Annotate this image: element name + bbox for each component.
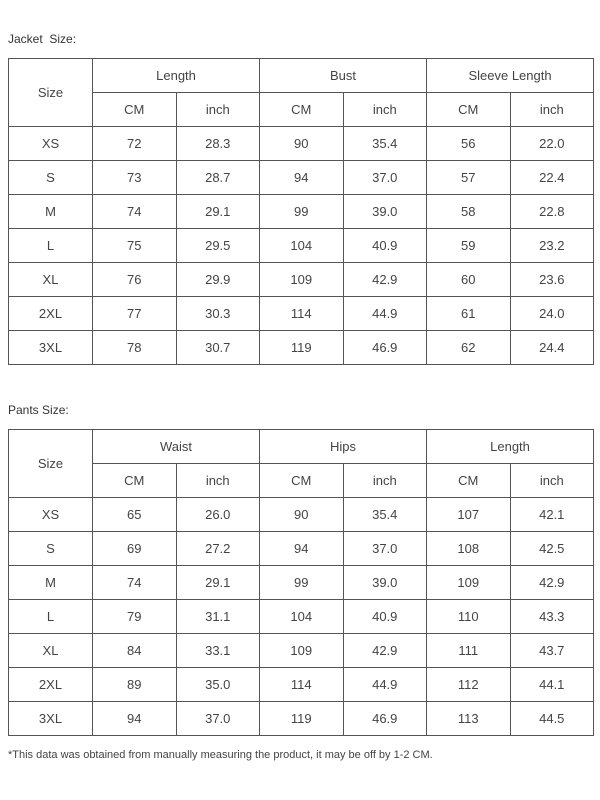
measurement-cell: 24.0 bbox=[510, 297, 594, 331]
measurement-cell: 99 bbox=[260, 195, 344, 229]
measurement-cell: 74 bbox=[93, 195, 177, 229]
measurement-cell: 35.0 bbox=[176, 668, 260, 702]
size-cell: L bbox=[9, 229, 93, 263]
size-cell: 2XL bbox=[9, 668, 93, 702]
measurement-cell: 76 bbox=[93, 263, 177, 297]
measurement-cell: 94 bbox=[93, 702, 177, 736]
measurement-cell: 42.9 bbox=[343, 634, 427, 668]
measurement-cell: 44.9 bbox=[343, 668, 427, 702]
size-cell: XL bbox=[9, 634, 93, 668]
measurement-cell: 27.2 bbox=[176, 532, 260, 566]
measurement-cell: 22.8 bbox=[510, 195, 594, 229]
unit-header: inch bbox=[343, 93, 427, 127]
measurement-cell: 57 bbox=[427, 161, 511, 195]
measurement-cell: 43.7 bbox=[510, 634, 594, 668]
table-row bbox=[9, 161, 594, 195]
measurement-cell: 24.4 bbox=[510, 331, 594, 365]
measurement-cell: 58 bbox=[427, 195, 511, 229]
measurement-cell: 59 bbox=[427, 229, 511, 263]
measurement-cell: 119 bbox=[260, 331, 344, 365]
measurement-cell: 29.1 bbox=[176, 195, 260, 229]
measurement-cell: 108 bbox=[427, 532, 511, 566]
unit-header: CM bbox=[260, 93, 344, 127]
measurement-cell: 42.9 bbox=[510, 566, 594, 600]
measurement-cell: 40.9 bbox=[343, 600, 427, 634]
measurement-cell: 42.9 bbox=[343, 263, 427, 297]
table-row bbox=[9, 566, 594, 600]
measurement-cell: 104 bbox=[260, 229, 344, 263]
measurement-cell: 99 bbox=[260, 566, 344, 600]
size-cell: 3XL bbox=[9, 331, 93, 365]
measurement-cell: 42.1 bbox=[510, 498, 594, 532]
unit-header: inch bbox=[343, 464, 427, 498]
measurement-cell: 77 bbox=[93, 297, 177, 331]
measurement-cell: 28.7 bbox=[176, 161, 260, 195]
measurement-cell: 29.1 bbox=[176, 566, 260, 600]
measurement-cell: 30.3 bbox=[176, 297, 260, 331]
table-row bbox=[9, 127, 594, 161]
group-header-length: Length bbox=[93, 59, 260, 93]
measurement-cell: 35.4 bbox=[343, 498, 427, 532]
measurement-cell: 90 bbox=[260, 498, 344, 532]
measurement-cell: 78 bbox=[93, 331, 177, 365]
measurement-cell: 33.1 bbox=[176, 634, 260, 668]
measurement-cell: 40.9 bbox=[343, 229, 427, 263]
measurement-cell: 111 bbox=[427, 634, 511, 668]
measurement-cell: 94 bbox=[260, 161, 344, 195]
measurement-cell: 29.9 bbox=[176, 263, 260, 297]
group-header-length: Length bbox=[427, 430, 594, 464]
unit-header: inch bbox=[176, 93, 260, 127]
size-cell: 2XL bbox=[9, 297, 93, 331]
pants-size-table bbox=[8, 429, 594, 736]
size-cell: M bbox=[9, 566, 93, 600]
measurement-cell: 35.4 bbox=[343, 127, 427, 161]
table-row bbox=[9, 195, 594, 229]
measurement-cell: 23.2 bbox=[510, 229, 594, 263]
measurement-cell: 72 bbox=[93, 127, 177, 161]
table-header-row bbox=[9, 430, 594, 464]
measurement-footnote: *This data was obtained from manually measuring the product, it may be off by 1-2 CM. bbox=[8, 749, 433, 761]
measurement-cell: 43.3 bbox=[510, 600, 594, 634]
unit-header: CM bbox=[427, 93, 511, 127]
measurement-cell: 74 bbox=[93, 566, 177, 600]
measurement-cell: 22.0 bbox=[510, 127, 594, 161]
unit-header-row bbox=[9, 93, 594, 127]
measurement-cell: 39.0 bbox=[343, 566, 427, 600]
measurement-cell: 22.4 bbox=[510, 161, 594, 195]
unit-header: CM bbox=[93, 93, 177, 127]
measurement-cell: 62 bbox=[427, 331, 511, 365]
measurement-cell: 44.1 bbox=[510, 668, 594, 702]
table-header-row bbox=[9, 59, 594, 93]
table-row bbox=[9, 634, 594, 668]
group-header-bust: Bust bbox=[260, 59, 427, 93]
size-cell: XS bbox=[9, 127, 93, 161]
table-row bbox=[9, 297, 594, 331]
table-row bbox=[9, 331, 594, 365]
size-column-header: Size bbox=[9, 430, 93, 498]
size-cell: XS bbox=[9, 498, 93, 532]
unit-header: inch bbox=[510, 93, 594, 127]
pants-size-title: Pants Size: bbox=[8, 403, 69, 417]
table-row bbox=[9, 600, 594, 634]
unit-header: CM bbox=[260, 464, 344, 498]
measurement-cell: 44.9 bbox=[343, 297, 427, 331]
unit-header: CM bbox=[93, 464, 177, 498]
measurement-cell: 42.5 bbox=[510, 532, 594, 566]
measurement-cell: 61 bbox=[427, 297, 511, 331]
size-cell: S bbox=[9, 161, 93, 195]
size-cell: L bbox=[9, 600, 93, 634]
table-row bbox=[9, 263, 594, 297]
measurement-cell: 107 bbox=[427, 498, 511, 532]
measurement-cell: 75 bbox=[93, 229, 177, 263]
measurement-cell: 84 bbox=[93, 634, 177, 668]
measurement-cell: 109 bbox=[427, 566, 511, 600]
measurement-cell: 23.6 bbox=[510, 263, 594, 297]
measurement-cell: 39.0 bbox=[343, 195, 427, 229]
unit-header: CM bbox=[427, 464, 511, 498]
table-row bbox=[9, 498, 594, 532]
measurement-cell: 90 bbox=[260, 127, 344, 161]
measurement-cell: 46.9 bbox=[343, 331, 427, 365]
measurement-cell: 69 bbox=[93, 532, 177, 566]
measurement-cell: 30.7 bbox=[176, 331, 260, 365]
table-row bbox=[9, 229, 594, 263]
measurement-cell: 114 bbox=[260, 297, 344, 331]
group-header-sleeve-length: Sleeve Length bbox=[427, 59, 594, 93]
size-cell: XL bbox=[9, 263, 93, 297]
table-row bbox=[9, 702, 594, 736]
measurement-cell: 113 bbox=[427, 702, 511, 736]
unit-header: inch bbox=[510, 464, 594, 498]
size-cell: 3XL bbox=[9, 702, 93, 736]
measurement-cell: 73 bbox=[93, 161, 177, 195]
measurement-cell: 28.3 bbox=[176, 127, 260, 161]
measurement-cell: 104 bbox=[260, 600, 344, 634]
size-cell: M bbox=[9, 195, 93, 229]
table-row bbox=[9, 668, 594, 702]
measurement-cell: 89 bbox=[93, 668, 177, 702]
measurement-cell: 37.0 bbox=[343, 532, 427, 566]
table-row bbox=[9, 532, 594, 566]
measurement-cell: 79 bbox=[93, 600, 177, 634]
measurement-cell: 65 bbox=[93, 498, 177, 532]
measurement-cell: 56 bbox=[427, 127, 511, 161]
measurement-cell: 37.0 bbox=[176, 702, 260, 736]
jacket-size-title: Jacket Size: bbox=[8, 32, 77, 46]
measurement-cell: 119 bbox=[260, 702, 344, 736]
measurement-cell: 37.0 bbox=[343, 161, 427, 195]
measurement-cell: 109 bbox=[260, 634, 344, 668]
measurement-cell: 29.5 bbox=[176, 229, 260, 263]
group-header-hips: Hips bbox=[260, 430, 427, 464]
size-cell: S bbox=[9, 532, 93, 566]
measurement-cell: 94 bbox=[260, 532, 344, 566]
unit-header-row bbox=[9, 464, 594, 498]
group-header-waist: Waist bbox=[93, 430, 260, 464]
measurement-cell: 31.1 bbox=[176, 600, 260, 634]
jacket-size-table bbox=[8, 58, 594, 365]
unit-header: inch bbox=[176, 464, 260, 498]
measurement-cell: 112 bbox=[427, 668, 511, 702]
measurement-cell: 26.0 bbox=[176, 498, 260, 532]
size-column-header: Size bbox=[9, 59, 93, 127]
measurement-cell: 46.9 bbox=[343, 702, 427, 736]
measurement-cell: 44.5 bbox=[510, 702, 594, 736]
measurement-cell: 109 bbox=[260, 263, 344, 297]
measurement-cell: 110 bbox=[427, 600, 511, 634]
measurement-cell: 60 bbox=[427, 263, 511, 297]
measurement-cell: 114 bbox=[260, 668, 344, 702]
